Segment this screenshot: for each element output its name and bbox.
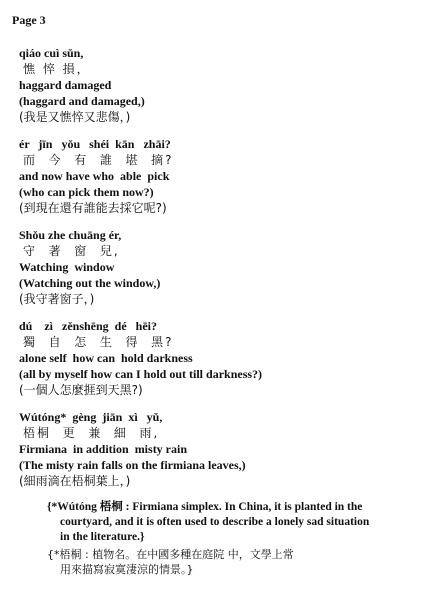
chinese-translation-line: (到現在還有誰能去採它呢?) [19, 201, 167, 215]
hanzi-line: 而 今 有 誰 堪 摘? [23, 153, 174, 167]
chinese-translation-line: (細雨滴在梧桐葉上，) [19, 474, 131, 488]
stanza-4 [19, 318, 262, 398]
translation-line: (Watching out the window,) [19, 276, 161, 290]
stanza-5 [19, 409, 246, 489]
gloss-line: alone self how can hold darkness [19, 351, 193, 365]
gloss-line: haggard damaged [19, 78, 112, 92]
stanza-3 [19, 227, 160, 307]
translation-line: (who can pick them now?) [19, 185, 154, 199]
footnote-english-line: in the literature.} [60, 531, 145, 543]
hanzi-line: 守 著 窗 兒, [23, 244, 120, 258]
stanza-1 [19, 45, 145, 125]
footnote-english [47, 500, 419, 545]
gloss-line: Watching window [19, 260, 115, 274]
footnote-english-line: {*Wútóng 梧桐 : Firmiana simplex. In China, it is planted in the [47, 501, 363, 513]
footnote-chinese-line: 用來描寫寂寞淒涼的情景。} [60, 563, 194, 576]
footnote-chinese [47, 547, 419, 577]
translation-line: (The misty rain falls on the firmiana leaves,) [19, 458, 246, 472]
chinese-translation-line: (我守著窗子，) [19, 292, 95, 306]
hanzi-line: 梧桐 更 兼 細 雨, [23, 426, 160, 440]
gloss-line: and now have who able pick [19, 169, 170, 183]
footnote-english-line: courtyard, and it is often used to describe a lonely sad situation [60, 516, 370, 528]
translation-line: (all by myself how can I hold out till darkness?) [19, 367, 263, 381]
footnote-chinese-line: {*梧桐 : 植物名。在中國多種在庭院 中，文學上常 [47, 548, 294, 561]
translation-line: (haggard and damaged,) [19, 94, 145, 108]
chinese-translation-line: (我是又憔悴又悲傷，) [19, 110, 131, 124]
hanzi-line: 獨 自 怎 生 得 黑? [23, 335, 174, 349]
page-label: Page 3 [12, 13, 46, 27]
hanzi-line: 憔 悴 損， [23, 62, 91, 76]
stanza-2 [19, 136, 174, 216]
pinyin-line: ér jīn yǒu shéi kān zhāi? [19, 137, 171, 151]
pinyin-line: Shǒu zhe chuāng ér, [19, 228, 122, 242]
gloss-line: Firmiana in addition misty rain [19, 442, 188, 456]
pinyin-line: qiáo cuì sǔn, [19, 46, 84, 60]
chinese-translation-line: (一個人怎麼捱到天黑?) [19, 383, 143, 397]
pinyin-line: dú zì zěnshēng dé hēi? [19, 319, 158, 333]
pinyin-line: Wútóng* gèng jiān xì yǔ, [19, 410, 163, 424]
